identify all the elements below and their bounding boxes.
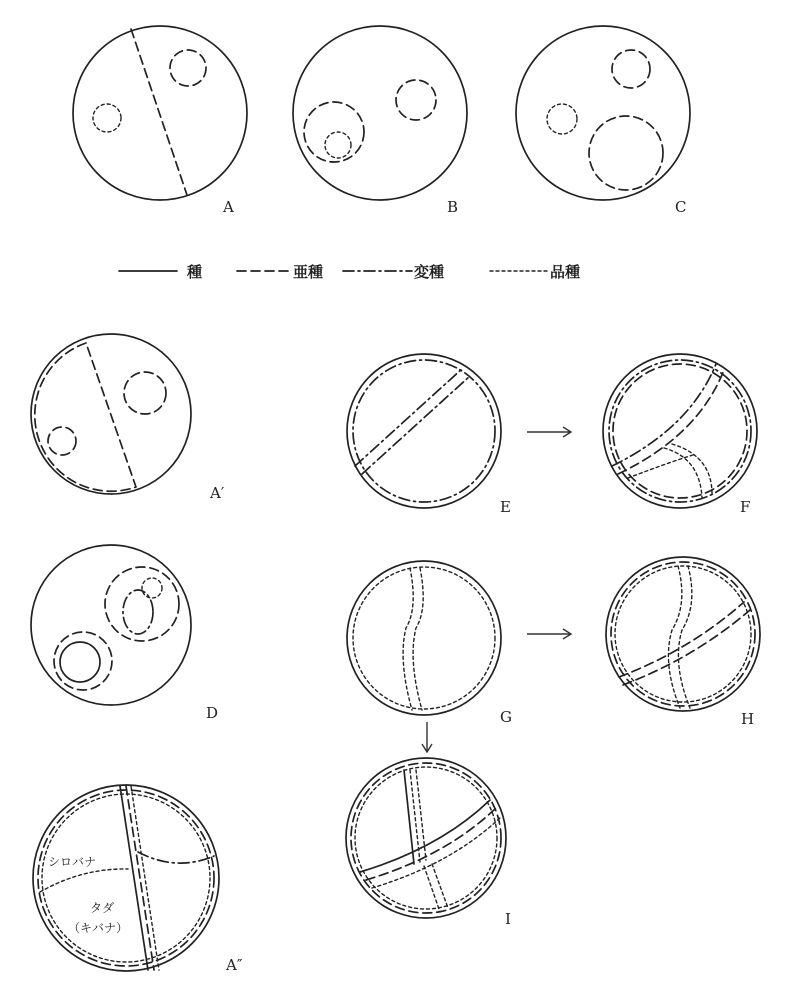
panel-label-h: H [741, 710, 755, 728]
subspecies-circle [38, 790, 214, 966]
subspecies-group [589, 116, 663, 190]
variety-boundary [138, 852, 214, 863]
legend-subspecies-label: 亜種 [293, 263, 324, 281]
subspecies-circle [613, 364, 747, 498]
cultivar-group [325, 132, 351, 158]
species-circle [347, 561, 501, 715]
cultivar-divider [678, 566, 691, 708]
cultivar-divider [664, 448, 702, 498]
panel-label-f: F [740, 498, 751, 516]
cultivar-divider [672, 444, 712, 494]
arrow-icon [527, 427, 571, 437]
panel-h [606, 557, 760, 728]
panel-g [347, 561, 512, 726]
panel-label-a: A [223, 198, 234, 216]
cultivar-group [142, 578, 162, 598]
species-circle [606, 557, 760, 711]
panel-e [347, 354, 511, 516]
variety-group [123, 590, 153, 634]
subspecies-divider [366, 808, 496, 880]
panel-label-e: E [500, 498, 511, 516]
arrow-g-to-h [527, 629, 571, 639]
species-circle [346, 758, 506, 918]
arrow-icon [527, 629, 571, 639]
panel-label-a-double-prime: A″ [226, 956, 243, 974]
divider-solid [120, 786, 148, 970]
label-shirobana: シロバナ [48, 855, 97, 869]
cultivar-divider [432, 864, 448, 908]
species-divider [360, 800, 490, 872]
cultivar-group [93, 104, 121, 132]
cultivar-boundary [40, 869, 128, 892]
legend-variety-label: 変種 [414, 263, 445, 281]
cultivar-divider [424, 866, 440, 912]
variety-divider [612, 364, 716, 466]
arrow-e-to-f [527, 427, 571, 437]
label-tada: タダ [90, 901, 115, 915]
subspecies-group [612, 50, 650, 88]
cultivar-circle [615, 566, 751, 702]
species-circle [516, 26, 690, 200]
panel-a-prime [31, 334, 225, 502]
subspecies-group [48, 427, 76, 455]
species-circle [33, 785, 219, 971]
panel-d [31, 545, 218, 722]
cultivar-circle [353, 567, 495, 709]
species-circle [603, 354, 757, 508]
panel-label-c: C [675, 198, 687, 216]
subspecies-group [396, 80, 436, 120]
subspecies-group [170, 50, 206, 86]
subspecies-circle [611, 562, 755, 706]
subspecies-divider [131, 29, 187, 195]
cultivar-divider [413, 568, 423, 710]
species-circle [347, 354, 501, 508]
label-kibana: （キバナ） [68, 921, 129, 935]
panel-b [293, 26, 467, 216]
variety-divider [362, 376, 470, 474]
panel-a-double-prime [33, 785, 243, 974]
panel-label-a-prime: A′ [210, 484, 225, 502]
panel-label-d: D [206, 704, 219, 722]
species-circle [293, 26, 467, 200]
subspecies-circle [351, 763, 501, 913]
subspecies-group [124, 372, 166, 414]
cultivar-divider [403, 568, 413, 710]
subspecies-divider [618, 370, 724, 474]
arrow-g-to-i [422, 722, 432, 752]
inner-group [60, 642, 100, 682]
species-divider [404, 770, 414, 864]
panel-i [346, 758, 511, 928]
arrow-icon [422, 722, 432, 752]
variety-circle [353, 360, 495, 502]
species-circle [31, 545, 191, 705]
panel-f [603, 354, 757, 516]
cultivar-circle [42, 794, 210, 962]
panel-label-g: G [500, 708, 512, 726]
panel-label-b: B [447, 198, 459, 216]
panel-a [73, 26, 247, 216]
legend-cultivar-label: 品種 [550, 263, 581, 281]
cultivar-divider [628, 455, 693, 478]
subspecies-divider [619, 602, 744, 677]
subspecies-group [105, 567, 179, 641]
divider-dashed [126, 786, 154, 970]
variety-circle [609, 360, 751, 502]
panel-c [516, 26, 690, 216]
legend-species-label: 種 [187, 263, 203, 281]
subspecies-boundary [35, 343, 136, 491]
legend [119, 263, 580, 281]
panel-label-i: I [505, 910, 511, 928]
cultivar-group [547, 104, 577, 134]
divider-dotted [131, 786, 159, 970]
